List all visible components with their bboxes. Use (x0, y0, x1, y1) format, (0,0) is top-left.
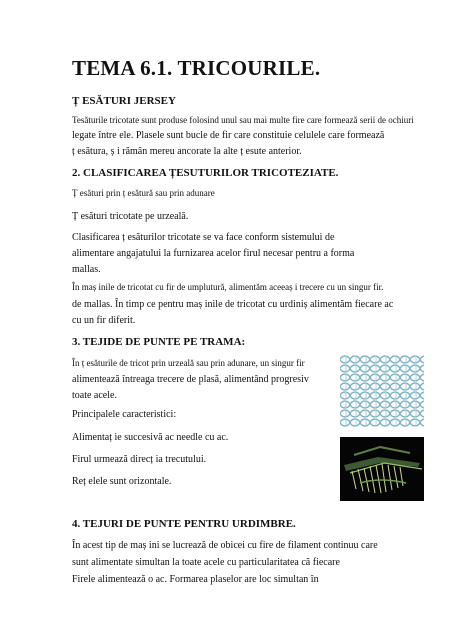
list-item: Ț esături tricotate pe urzeală. (72, 211, 189, 222)
paragraph-line: de mallas. În timp ce pentru maș inile de tricotat cu urdiniș alimentăm fiecare ac (72, 299, 394, 310)
characteristic-item: Alimentaț ie succesivă ac needle cu ac. (72, 432, 229, 443)
characteristic-item: Firul urmează direcț ia trecutului. (72, 454, 207, 465)
paragraph-line: Tesăturile tricotate sunt produse folosind unul sau mai multe fire care formează serii de ochiuri (72, 115, 414, 125)
paragraph-line: legate între ele. Plasele sunt bucle de fir care constituie celulele care formează (72, 130, 385, 141)
paragraph-line: mallas. (72, 264, 101, 275)
characteristic-item: Reț elele sunt orizontale. (72, 476, 172, 487)
paragraph-line: toate acele. (72, 390, 117, 401)
paragraph-line: În acest tip de maș ini se lucrează de obicei cu fire de filament continuu care (72, 540, 378, 551)
paragraph-line: sunt alimentate simultan la toate acele cu particularitatea că fiecare (72, 557, 340, 568)
characteristics-label: Principalele caracteristici: (72, 409, 177, 420)
page-title: TEMA 6.1. TRICOURILE. (72, 56, 321, 80)
section-warp-heading: 4. TEJURI DE PUNTE PENTRU URDIMBRE. (72, 518, 296, 530)
paragraph-line: cu un fir diferit. (72, 315, 136, 326)
section-jersey-heading: Ț ESĂTURI JERSEY (72, 95, 176, 107)
section-classification-heading: 2. CLASIFICAREA ȚESUTURILOR TRICOTEZIATE. (72, 167, 339, 179)
paragraph-line: În ț esăturile de tricot prin urzeală sau prin adunare, un singur fir (72, 358, 305, 368)
paragraph-line: alimentează întreaga trecere de plasă, alimentând progresiv (72, 374, 309, 385)
section-weft-heading: 3. TEJIDE DE PUNTE PE TRAMA: (72, 336, 246, 348)
paragraph-line: Firele alimentează o ac. Formarea plaselor are loc simultan în (72, 574, 319, 585)
knitting-needles-photo (340, 437, 424, 501)
list-item: Ț esături prin ț esătură sau prin adunare (72, 188, 215, 198)
paragraph-line: ț esătura, ș i rămân mereu ancorate la alte ț esute anterior. (72, 146, 302, 157)
paragraph-line: În maș inile de tricotat cu fir de umplutură, alimentăm aceeaș i trecere cu un singur fir. (72, 282, 384, 292)
knit-mesh-illustration (340, 355, 424, 427)
paragraph-line: alimentare angajatului la furnizarea acelor firul necesar pentru a forma (72, 248, 355, 259)
paragraph-line: Clasificarea ț esăturilor tricotate se va face conform sistemului de (72, 232, 335, 243)
